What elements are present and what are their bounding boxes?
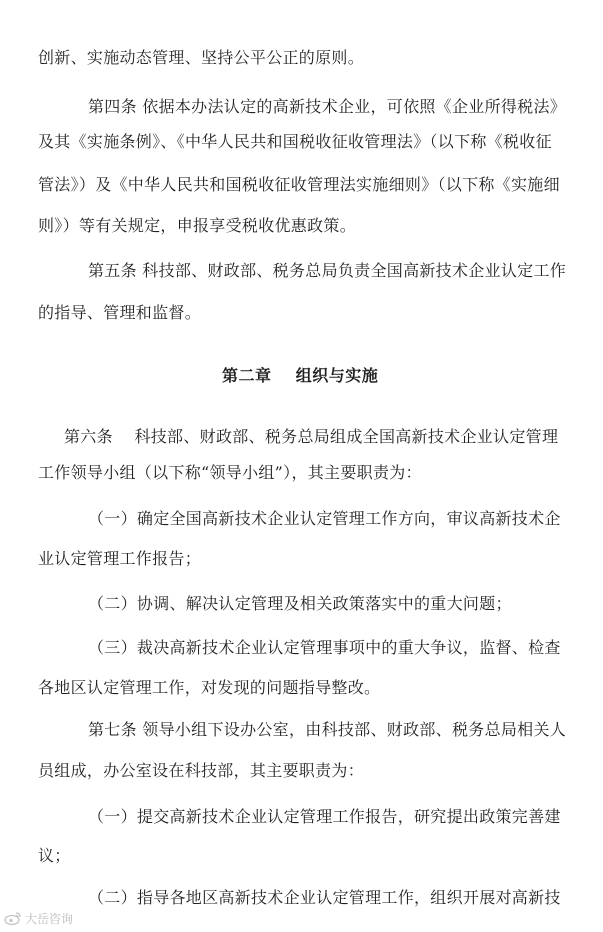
text-line: 的指导、管理和监督。 [38, 303, 202, 322]
text-line: 各地区认定管理工作，对发现的问题指导整改。 [38, 678, 381, 697]
list-item-line: （二）指导各地区高新技术企业认定管理工作，组织开展对高新技 [88, 888, 561, 907]
article-4-line: 第四条 依据本办法认定的高新技术企业，可依照《企业所得税法》 [88, 97, 567, 116]
text-line: 议； [38, 846, 71, 865]
article-7-line: 第七条 领导小组下设办公室，由科技部、财政部、税务总局相关人 [88, 720, 567, 739]
text-line: 则》）等有关规定，申报享受税收优惠政策。 [38, 216, 357, 235]
list-item-line: （三）裁决高新技术企业认定管理事项中的重大争议，监督、检查 [88, 638, 561, 657]
text-line: 业认定管理工作报告； [38, 549, 202, 568]
text-line: 及其《实施条例》、《中华人民共和国税收征收管理法》（以下称《税收征 [38, 132, 552, 151]
text-line: 工作领导小组（以下称“领导小组”），其主要职责为： [38, 463, 422, 482]
list-item-line: （一）提交高新技术企业认定管理工作报告，研究提出政策完善建 [88, 807, 561, 826]
list-item-line: （二）协调、解决认定管理及相关政策落实中的重大问题； [88, 594, 512, 613]
text-line: 员组成，办公室设在科技部，其主要职责为： [38, 761, 365, 780]
article-6-line: 第六条 科技部、财政部、税务总局组成全国高新技术企业认定管理 [64, 427, 559, 446]
text-line: 创新、实施动态管理、坚持公平公正的原则。 [38, 48, 365, 67]
list-item-line: （一）确定全国高新技术企业认定管理工作方向，审议高新技术企 [88, 509, 561, 528]
text-line: 管法》）及《中华人民共和国税收征收管理法实施细则》（以下称《实施细 [38, 175, 560, 194]
article-5-line: 第五条 科技部、财政部、税务总局负责全国高新技术企业认定工作 [88, 261, 567, 280]
weibo-logo-icon [4, 911, 22, 925]
watermark [4, 908, 73, 928]
chapter-heading: 第二章 组织与实施 [222, 366, 379, 385]
watermark-text: 大岳咨询 [25, 911, 74, 926]
